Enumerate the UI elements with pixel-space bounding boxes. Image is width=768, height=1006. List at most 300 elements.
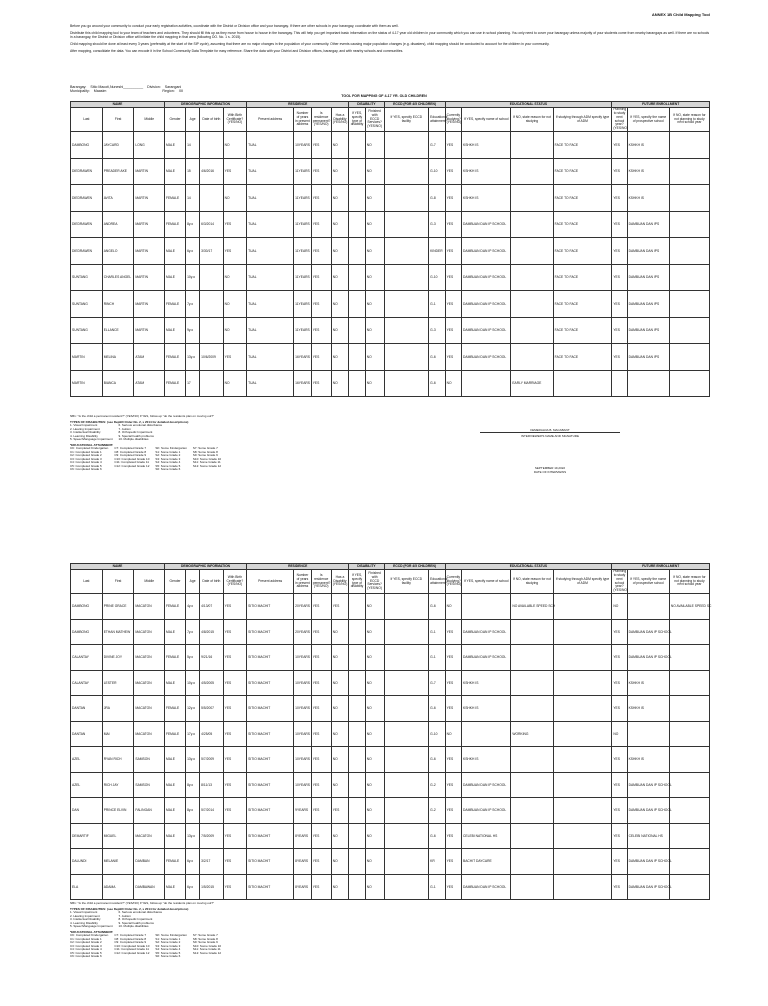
table-cell: 11YEARS [294,264,312,291]
list-item: 3. Intellectual Disability [70,430,101,434]
table-cell: DAMBUAN DAN IP SCHOOL [462,344,511,371]
table-cell [511,747,553,773]
table-cell: 8YEARS [294,874,312,900]
table-cell: NO [223,317,247,344]
list-item: S5: Some Grade 5 [155,463,181,468]
table-cell [349,132,365,159]
education-col-2 [114,934,149,959]
table-cell: FACE TO FACE [553,317,612,344]
table-cell: NO [612,721,627,747]
table-cell: YES [445,238,461,265]
group-header: RESIDENCE [247,102,349,108]
table-cell [349,696,365,722]
table-cell: YES [311,238,331,265]
table-cell [349,211,365,238]
table-cell: YES [612,344,627,371]
table-cell: MALE [164,158,185,185]
table-cell: MARTIN [134,238,165,265]
table-cell [669,238,709,265]
list-item: C10: Completed Grade 10 [114,943,150,948]
column-header: Educational attainment* [429,108,445,132]
list-item: C12: Completed Grade 12 [114,950,150,955]
table-cell: 13y.o [186,344,200,371]
table-cell: MAI [102,721,134,747]
table-cell: 4/25/05 [200,721,223,747]
column-header: First [102,570,134,594]
table-cell: SAMSON [134,772,165,798]
table-cell [384,370,429,397]
table-cell [553,849,612,875]
table-cell: YES [311,211,331,238]
table-cell: YES [223,798,247,824]
table-cell: 9/21/16 [200,645,223,671]
table-cell: YES [445,798,461,824]
table-cell: YES [311,874,331,900]
table-cell: TUAL [247,370,294,397]
list-item: S11: Some Grade 11 [192,947,221,951]
table-cell: NO [223,132,247,159]
table-cell: NO [331,849,349,875]
table-cell: YES [445,772,461,798]
table-cell: RICH JAY [102,772,134,798]
table-row [71,291,710,318]
table-cell: NO [365,594,384,620]
table-cell: NO [331,185,349,212]
table-cell [553,696,612,722]
disability-list-right [119,911,163,929]
table-cell: YES [311,747,331,773]
list-item: C11: Completed Grade 11 [114,460,149,464]
table-cell: AZEL [71,747,103,773]
table-cell [553,721,612,747]
table-cell [384,594,429,620]
column-header: Last [71,108,103,132]
list-item: C3: Completed Grade 3 [70,456,102,461]
table-cell: YES [445,645,461,671]
table-cell [669,849,709,875]
table-cell: FACE TO FACE [553,291,612,318]
interview-date [480,466,620,474]
table-cell: 10YEARS [294,772,312,798]
education-col-3 [155,934,187,959]
table-cell: FACE TO FACE [553,158,612,185]
table-cell [511,696,553,722]
table-cell [384,344,429,371]
municipality-label: Municipality: [70,89,90,94]
column-header: Currently studying? (YES/NO) [445,570,461,594]
table-cell: TUAL [247,317,294,344]
table-cell: MALE [164,619,185,645]
table-cell: NO AVAILABLE SPEED SC [669,594,709,620]
table-row [71,798,710,824]
list-item: 7. Autism [118,426,131,431]
group-header: ECCD (FOR 4/5 CHILDREN) [384,102,445,108]
table-cell: MARTIN [71,370,103,397]
table-cell [349,264,365,291]
table-cell: FACE TO FACE [553,132,612,159]
table-cell: YES [612,849,627,875]
table-cell [627,370,669,397]
disability-list-right [119,424,163,442]
table-cell: 5/7/2014 [200,798,223,824]
table-cell: MARTIN [71,344,103,371]
table-cell [200,132,223,159]
table-cell: MARTIN [134,317,165,344]
list-item: 6. Serious emotional disturbance [118,423,163,427]
tool-title: TOOL FOR MAPPING OF 4-17 YR. OLD CHILDREN [341,94,427,98]
interview-date-value: SEPTEMBER 19,2022 [534,466,566,470]
table-cell [384,211,429,238]
group-header: ECCD (FOR 4/5 CHILDREN) [384,564,445,570]
table-cell: FACE TO FACE [553,238,612,265]
list-item: 1. Visual Impairment [70,423,98,427]
list-item: S1: Some Grade 1 [155,449,181,454]
table-cell: SAMSON [134,747,165,773]
list-item: C9: Completed Grade 9 [114,940,147,944]
table-cell: MALE [164,747,185,773]
column-header: Finished with ECCD Services? (YES/NO) [365,570,384,594]
column-header: First [102,108,134,132]
table-cell: 4/6/2016 [200,158,223,185]
table-cell: DAMBAWAN [134,874,165,900]
table-row [71,211,710,238]
table-cell: NO [445,721,461,747]
table-cell: YES [311,823,331,849]
table-cell: 5/7/2009 [200,747,223,773]
table-cell: NO [365,370,384,397]
table-cell: ATAM [134,344,165,371]
table-cell: G-6 [429,747,445,773]
list-item: S6: Some Grade 6 [155,954,181,958]
group-header: DEMOGRAPHIC INFORMATION [164,564,246,570]
column-header: Date of birth [200,570,223,594]
column-header: Planning to study next school year? (YES/NO) [613,107,628,131]
table-row [71,670,710,696]
table-cell: NO [223,185,247,212]
list-item: 8. Orthopedic Impairment [118,430,153,434]
group-header: EDUCATIONAL STATUS [445,564,612,570]
table-cell: PRINCE ELVIN [102,798,134,824]
table-cell: YES [311,185,331,212]
table-cell [384,317,429,344]
column-header: If YES, specify type of disability [349,108,365,132]
table-cell [200,291,223,318]
list-item: 9. Special health problems [118,920,154,925]
column-header: If NO, state reason for not studying [511,570,553,594]
table-cell: DAMBUAN DAN IPS [627,211,669,238]
table-cell [349,670,365,696]
interview-date-label: DATE OF INTERVIEWS [533,470,567,474]
column-header: If YES, specify name of school [462,570,511,594]
table-cell: 10y.o [186,670,200,696]
table-cell: YES [612,132,627,159]
list-item: S7: Some Grade 7 [192,933,218,937]
table-cell: MACATON [134,594,165,620]
table-row [71,264,710,291]
table-cell: MARTIN [134,264,165,291]
list-item: 6. Serious emotional disturbance [118,910,163,914]
table-cell: 8/11/13 [200,772,223,798]
table-cell: AVITA [102,185,134,212]
table-cell: YES [223,344,247,371]
intro-paragraph: After mapping, consolidate the data. You can encode it in the School Community Data Template for easy reference. Share the data with your District and Division offices, barangay, and with nearby schools and communities. [70,48,404,53]
list-item: C8: Completed Grade 8 [114,936,147,941]
table-cell: YES [445,344,461,371]
education-col-4 [193,447,221,472]
table-cell: YES [612,158,627,185]
table-cell [462,594,511,620]
table-cell [384,798,429,824]
table-cell: YES [311,696,331,722]
table-cell: NO [331,670,349,696]
table-cell: KSHKH IS [627,132,669,159]
table-cell: YES [445,185,461,212]
column-header: Gender [164,108,185,132]
list-item: C4: Completed Grade 4 [70,947,102,951]
table-cell: G-7 [429,132,445,159]
list-item: 10. Multiple disabilities [118,437,149,441]
list-item: C2: Completed Grade 2 [70,940,102,944]
table-cell [349,747,365,773]
table-cell: NO [365,264,384,291]
table-cell: DIEDRAWEN [71,158,103,185]
table-cell: YES [311,317,331,344]
table-cell: DAMBUAN DAN IP SCHOOL [462,264,511,291]
table-cell: YES [311,264,331,291]
table-cell: AZEL [71,772,103,798]
list-item: S11: Some Grade 11 [192,460,221,464]
table-row [71,721,710,747]
table-cell: TUAL [247,344,294,371]
table-cell: 4/8/2015 [200,619,223,645]
list-item: 2. Hearing Impairment [70,426,100,431]
table-cell: YES [612,696,627,722]
table-cell: DAMBUAN DAN IPS [627,291,669,318]
table-cell [511,670,553,696]
table-cell: NO [365,721,384,747]
table-cell [669,211,709,238]
table-cell: DAMBUAN DAN IPS [627,264,669,291]
table-row [71,823,710,849]
table-cell: 11YEARS [294,291,312,318]
table-cell: KINDER [429,238,445,265]
table-row [71,874,710,900]
table-cell: ELLANCE [102,317,134,344]
column-header: Middle [134,570,165,594]
table-cell [384,238,429,265]
table-row [71,238,710,265]
table-cell: NO [365,849,384,875]
table-cell: SITIO MACHIT [247,594,294,620]
table-cell: FEMALE [164,185,185,212]
table-cell: DIEDRAWEN [71,185,103,212]
column-header: If NO, state reason for not planning to study next school year [669,570,709,594]
table-cell: 16YEARS [294,370,312,397]
table-cell [349,619,365,645]
table-cell: ATAM [134,370,165,397]
table-cell [349,645,365,671]
column-header: Middle [134,108,165,132]
column-header: Last [71,570,103,594]
table-cell: NO [331,158,349,185]
list-item: 8. Orthopedic Impairment [118,917,153,921]
group-header: DISABILITY [349,564,384,570]
table-cell [511,158,553,185]
list-item: C6: Completed Grade 6 [70,954,102,958]
table-cell: YES [612,238,627,265]
table-cell: YES [445,317,461,344]
table-row [71,849,710,875]
table-cell: DAMBUAN DAN IP SCHOOL [462,238,511,265]
table-cell: G-6 [429,823,445,849]
table-cell: DAMBUAN DAN IP SCHOOL [627,645,669,671]
table-row [71,594,710,620]
table-cell [384,645,429,671]
table-cell: NO [445,594,461,620]
table-cell: MARTIN [134,158,165,185]
table-cell: CHARLES ANGEL [102,264,134,291]
table-cell [511,798,553,824]
table-cell: 8y.o [186,211,200,238]
column-header: Currently studying? (YES/NO) [445,108,461,132]
table-cell: FEMALE [164,344,185,371]
table-cell: 7y.o [186,619,200,645]
list-item: S2: Some Grade 2 [155,940,181,944]
list-item: C4: Completed Grade 4 [70,460,102,464]
table-cell: NO [365,185,384,212]
table-cell: 11YEARS [294,238,312,265]
column-header: Gender [164,570,185,594]
list-item: S1: Some Grade 1 [155,936,181,941]
table-cell [349,344,365,371]
table-cell: DAMBUAN DAN IP SCHOOL [462,772,511,798]
table-cell: NO [365,798,384,824]
table-cell [384,696,429,722]
table-cell: TUAL [247,158,294,185]
table-cell: TUAL [247,291,294,318]
table-cell: YES [223,696,247,722]
table-cell: KR [429,849,445,875]
list-item: 3. Intellectual Disability [70,917,101,921]
column-header: Present address [247,570,294,594]
table-cell [349,874,365,900]
barangay-label: Barangay: [70,85,87,89]
table-cell [511,619,553,645]
table-cell [669,132,709,159]
table-cell: NO [365,747,384,773]
group-header: FUTURE ENROLLMENT [612,564,710,570]
table-cell: 4/5/2005 [200,670,223,696]
table-cell: 10/6/2009 [200,344,223,371]
table-cell [349,185,365,212]
table-cell: NO [223,291,247,318]
table-cell: YES [311,132,331,159]
table-cell: DEMARTIF [71,823,103,849]
table-cell: MALE [164,772,185,798]
list-item: S12: Some Grade 12 [192,950,222,955]
table-cell: ETHAN MATHEW [102,619,134,645]
table-cell: NO [365,645,384,671]
column-header: If YES, specify ECCD facility [384,108,429,132]
table-cell: SUNTANG [71,317,103,344]
table-cell: SITIO MACHIT [247,645,294,671]
table-cell [511,772,553,798]
table-cell: TUAL [247,264,294,291]
table-cell: NO [331,619,349,645]
list-item: C9: Completed Grade 9 [114,453,147,457]
table-cell: DAMBUAN DAN IP SCHOOL [462,874,511,900]
table-cell: FACE TO FACE [553,344,612,371]
table-cell: YES [445,747,461,773]
table-cell: DAMBUAN DAN IPS [627,238,669,265]
table-cell: NO [331,696,349,722]
table-cell: DAMBUAN DAN IP SCHOOL [627,849,669,875]
table-cell [384,747,429,773]
table-cell: KSHKH IS [462,670,511,696]
table-cell [669,185,709,212]
table-cell [384,874,429,900]
table-cell: RYAN RICH [102,747,134,773]
column-header: Has a Disability (YES/NO) [331,108,349,132]
table-row [71,317,710,344]
table-cell: FEMALE [164,721,185,747]
municipality-value: Maasim [93,89,107,94]
table-cell [553,823,612,849]
table-cell: DAMBUAN DAN IPS [627,317,669,344]
column-header: Planning to study next school year? (YES/NO) [613,569,628,593]
table-cell: KSHKH IS [627,185,669,212]
table-cell [511,264,553,291]
table-cell [349,798,365,824]
table-cell: YES [612,823,627,849]
table-cell: YES [612,211,627,238]
table-cell: DALUNDI [71,849,103,875]
table-cell: NO [223,264,247,291]
table-cell: NO [365,772,384,798]
table-cell: MARTIN [134,211,165,238]
list-item: SK: Some Kindergarten [155,446,187,450]
table-cell: 15 [186,158,200,185]
list-item: S3: Some Grade 3 [155,943,181,948]
table-cell: KSHKH IS [627,158,669,185]
table-cell: SITIO MACHIT [247,798,294,824]
table-cell: YES [311,645,331,671]
table-cell: NO [331,370,349,397]
resident-note: NB1: "Is the child a permanent resident?" (YES/NO) If YES, follow-up "do the residents plan on moving out?" [70,414,215,418]
table-cell: YES [612,670,627,696]
table-cell: SUNTANG [71,264,103,291]
list-item: C5: Completed Grade 5 [70,950,102,955]
table-cell: FEMALE [164,291,185,318]
column-header: If NO, state reason for not studying [511,108,553,132]
list-item: S4: Some Grade 4 [155,947,181,951]
list-item: S5: Some Grade 5 [155,950,181,955]
list-item: S6: Some Grade 6 [155,467,181,471]
table-row [71,772,710,798]
list-item: CK: Completed Kindergarten [70,933,109,937]
table-cell: 16YEARS [294,344,312,371]
table-cell: YES [311,370,331,397]
table-cell: MACATON [134,823,165,849]
table-cell [511,317,553,344]
table-cell: G-6 [429,594,445,620]
table-cell: YES [223,772,247,798]
table-cell: YES [311,619,331,645]
table-cell: YES [612,185,627,212]
table-cell: 1/5/2015 [200,874,223,900]
table-cell: NO AVAILABLE SPEED SCH [511,594,553,620]
table-cell: NO [331,747,349,773]
